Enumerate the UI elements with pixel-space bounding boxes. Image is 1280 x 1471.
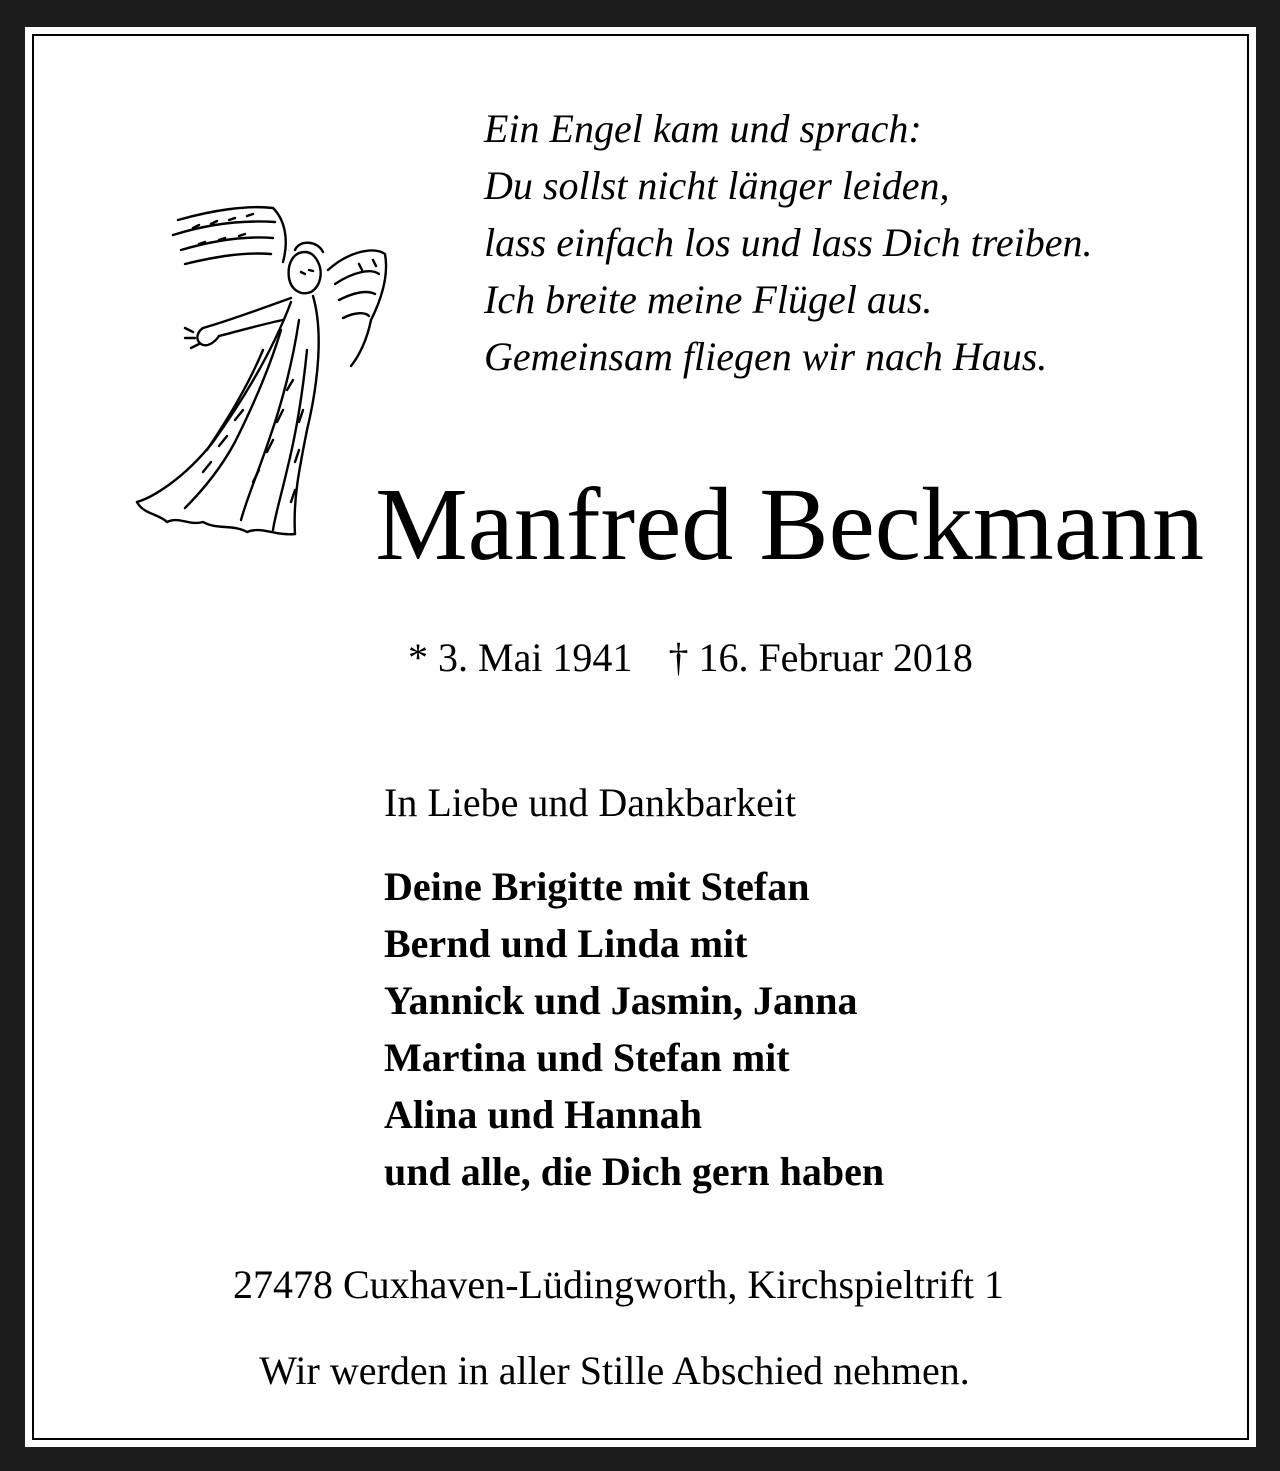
- poem-line: Ein Engel kam und sprach:: [484, 106, 922, 151]
- dedication: In Liebe und Dankbarkeit: [384, 780, 797, 825]
- poem-line: Ich breite meine Flügel aus.: [484, 277, 933, 322]
- poem-line: Gemeinsam fliegen wir nach Haus.: [484, 334, 1048, 379]
- family-line: Martina und Stefan mit: [384, 1035, 790, 1080]
- address: 27478 Cuxhaven-Lüdingworth, Kirchspieltrift 1: [233, 1262, 1004, 1307]
- obituary-notice: [25, 27, 1256, 1447]
- family-line: und alle, die Dich gern haben: [384, 1149, 885, 1194]
- family-line: Alina und Hannah: [384, 1092, 702, 1137]
- life-dates: [408, 630, 1009, 686]
- birth-date: * 3. Mai 1941: [408, 635, 633, 680]
- family-line: Deine Brigitte mit Stefan: [384, 864, 810, 909]
- poem-line: Du sollst nicht länger leiden,: [484, 163, 950, 208]
- farewell-text: Wir werden in aller Stille Abschied nehmen.: [259, 1348, 970, 1393]
- deceased-name: Manfred Beckmann: [375, 467, 1204, 582]
- family-line: Yannick und Jasmin, Janna: [384, 978, 858, 1023]
- family-list: [384, 858, 884, 1200]
- death-date: † 16. Februar 2018: [668, 635, 973, 680]
- poem: [484, 100, 1092, 385]
- poem-line: lass einfach los und lass Dich treiben.: [484, 220, 1093, 265]
- family-line: Bernd und Linda mit: [384, 921, 748, 966]
